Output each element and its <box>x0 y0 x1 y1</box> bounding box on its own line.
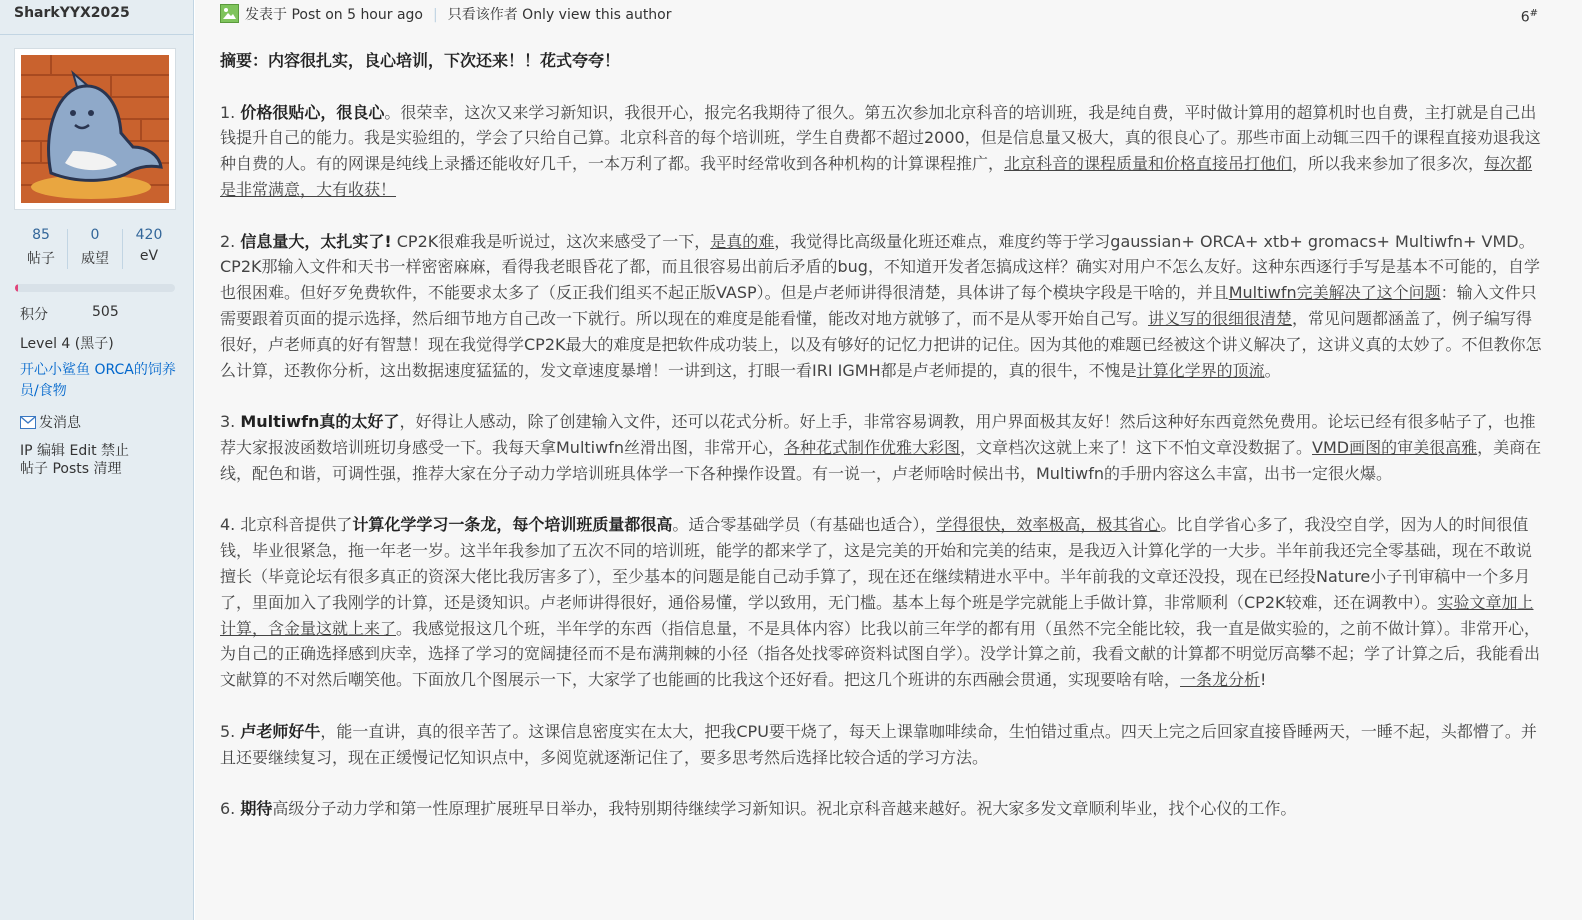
floor-number[interactable] <box>1521 8 1538 26</box>
paragraph-1 <box>220 100 1545 203</box>
user-level: Level 4 (黑子) <box>20 336 114 352</box>
author-username[interactable]: SharkYYX2025 <box>14 5 130 21</box>
paragraph-heading: 卢老师好牛 <box>240 721 321 741</box>
stat-reputation-value: 0 <box>90 227 100 243</box>
underlined-text: 一条龙分析 <box>1180 670 1261 690</box>
avatar[interactable] <box>14 48 176 210</box>
stat-ev-value: 420 <box>135 227 163 243</box>
admin-actions-line1[interactable]: IP 编辑 Edit 禁止 <box>20 443 130 459</box>
paragraph-text: 高级分子动力学和第一性原理扩展班早日举办，我特别期待继续学习新知识。祝北京科音越来越好。祝大家多发文章顺利毕业，找个心仪的工作。 <box>272 799 1297 819</box>
paragraph-text: 北京科音提供了 <box>240 515 353 535</box>
paragraph-text: ，我觉得比高级量化班还难点，难度约等于学习gaussian+ ORCA+ xtb+ gromacs+ Multiwfn+ VMD。CP2K那输入文件和天书一样密密麻麻，看得我老眼昏花了都，而且很容易出前后矛盾的bug，不知道开发者怎搞成这样？确实对用户不怎么友好。这种东西逐行手写是基本不可能的，自学也很困难。但好歹免费软件，不能要求太多了（反正我们组买不起正版VASP）。但是卢老师讲得很清楚，具体讲了每个模块字段是干啥的，并且 <box>220 231 1540 303</box>
paragraph-number: 1. <box>220 102 241 122</box>
paragraph-number: 2. <box>220 231 241 251</box>
paragraph-text: ，好得让人感动，除了创建输入文件，还可以花式分析。好上手，非常容易调教，用户界面极其友好！然后这种好东西竟然免费用。论坛已经有很多帖子了，也推荐大家报波函数培训班切身感受一下。我每天拿Multiwfn丝滑出图，非常开心， <box>220 412 1536 457</box>
stat-reputation-label: 威望 <box>81 251 109 267</box>
paragraph-number: 5. <box>220 721 241 741</box>
stat-ev-label: eV <box>139 248 159 264</box>
user-group-link[interactable]: 开心小鲨鱼 ORCA的饲养员/食物 <box>20 362 176 399</box>
envelope-icon <box>20 416 36 433</box>
paragraph-text: 。 <box>1264 360 1281 380</box>
paragraph-text: ，常见问题都涵盖了，例子编写得很好，卢老师真的好有智慧！现在我觉得学CP2K最大的难度是把软件成功装上，以及有够好的记忆力把讲的记住。因为其他的难题已经被这个讲义解决了，这讲义真的太妙了。不但教你怎么计算，还教你分析，这出数据速度猛猛的，发文章速度暴增！一讲到这，打眼一看IRI IGMH都是卢老师提的，真的很牛，不愧是 <box>220 308 1542 380</box>
paragraph-text: 。适合零基础学员（有基础也适合）， <box>672 515 937 535</box>
underlined-text: VMD画图的审美很高雅 <box>1312 437 1478 457</box>
underlined-text: 每次都是非常满意，大有收获！ <box>220 154 1533 199</box>
paragraph-heading: 信息量大，太扎实了! <box>240 231 392 251</box>
paragraph-3 <box>220 409 1545 486</box>
stat-reputation[interactable] <box>68 227 122 268</box>
shark-avatar-image <box>21 55 169 203</box>
floor-number-value: 6 <box>1520 9 1530 26</box>
paragraph-6 <box>220 796 1545 822</box>
admin-actions <box>20 442 129 478</box>
paragraph-heading: Multiwfn真的太好了 <box>240 412 400 432</box>
stat-ev[interactable] <box>122 227 176 264</box>
paragraph-text: ，所以我来参加了很多次， <box>1292 154 1485 174</box>
underlined-text: 是真的难 <box>710 231 775 251</box>
stat-posts-label: 帖子 <box>27 251 55 267</box>
underlined-text: 学得很快，效率极高，极其省心 <box>936 515 1161 535</box>
paragraph-text: ，能一直讲，真的很辛苦了。这课信息密度实在太大，把我CPU要干烧了，每天上课靠咖啡续命，生怕错过重点。四天上完之后回家直接昏睡两天，一睡不起，头都懵了。并且还要继续复习，现在正缓慢记忆知识点中，多阅览就逐渐记住了，要多思考然后选择比较合适的学习方法。 <box>220 721 1537 767</box>
info-separator: | <box>433 7 438 23</box>
author-sidebar <box>0 0 194 920</box>
points-value: 505 <box>92 304 119 320</box>
paragraph-2 <box>220 229 1545 384</box>
paragraph-5 <box>220 719 1545 771</box>
post-content <box>220 48 1545 848</box>
paragraph-text: CP2K很难我是听说过，这次来感受了一下， <box>391 231 711 251</box>
paragraph-4 <box>220 512 1545 693</box>
underlined-text: 各种花式制作优雅大彩图 <box>783 437 960 457</box>
underlined-text: 实验文章加上计算，含金量这就上来了 <box>220 592 1534 638</box>
paragraph-number: 6. <box>220 799 241 819</box>
paragraph-text: ! <box>1260 670 1267 690</box>
paragraph-text: 。很荣幸，这次又来学习新知识，我很开心，报完名我期待了很久。第五次参加北京科音的培训班，我是纯自费，平时做计算用的超算机时也自费，主打就是自己出钱提升自己的能力。我是实验组的，学会了只给自己算。北京科音的每个培训班，学生自费都不超过2000，但是信息量又极大，真的很良心了。那些市面上动辄三四千的课程直接劝退我这种自费的人。有的网课是纯线上录播还能收好几千，一本万利了都。我平时经常收到各种机构的计算课程推广， <box>220 102 1541 174</box>
underlined-text: 讲义写的很细很清楚 <box>1148 308 1293 328</box>
underlined-text: 计算化学界的顶流 <box>1136 360 1265 380</box>
post-time: 发表于 Post on 5 hour ago <box>245 7 423 23</box>
floor-mark: # <box>1529 8 1538 19</box>
level-progress-bar <box>15 284 175 292</box>
send-message-label: 发消息 <box>39 415 81 431</box>
points-label: 积分 <box>20 307 48 323</box>
paragraph-text: ，文章档次这就上来了！这下不怕文章没数据了。 <box>960 437 1313 457</box>
only-view-author-link[interactable]: 只看该作者 Only view this author <box>447 7 672 23</box>
post-summary <box>220 48 1545 74</box>
underlined-text: Multiwfn完美解决了这个问题 <box>1228 283 1441 303</box>
level-progress-fill <box>15 284 18 292</box>
divider <box>0 34 194 35</box>
paragraph-heading: 价格很贴心，很良心 <box>240 102 385 122</box>
paragraph-number: 3. <box>220 412 241 432</box>
paragraph-number: 4. <box>220 515 241 535</box>
post-main <box>195 0 1582 920</box>
post-info-bar <box>220 4 672 27</box>
paragraph-heading: 期待 <box>240 799 273 819</box>
points-row <box>20 304 119 324</box>
paragraph-text: 。我感觉报这几个班，半年学的东西（指信息量，不是具体内容）比我以前三年学的都有用（虽然不完全能比较，我一直是做实验的，之前不做计算）。非常开心，为自己的正确选择感到庆幸，选择了学习的宽阔捷径而不是布满荆棘的小径（指各处找零碎资料试图自学）。没学计算之前，我看文献的计算都不明觉厉高攀不起；学了计算之后，我能看出文献算的不对然后嘲笑他。下面放几个图展示一下，大家学了也能画的比我这个还好看。把这几个班讲的东西融会贯通，实现要啥有啥， <box>220 618 1541 690</box>
author-stats <box>14 227 176 275</box>
stat-posts[interactable] <box>14 227 68 268</box>
summary-text: 摘要：内容很扎实，良心培训，下次还来！！花式夸夸！ <box>220 51 621 70</box>
admin-actions-line2[interactable]: 帖子 Posts 清理 <box>20 461 122 477</box>
online-status-icon <box>220 4 239 27</box>
paragraph-text: ，美商在线，配色和谐，可调性强，推荐大家在分子动力学培训班具体学一下各种操作设置。有一说一，卢老师啥时候出书，Multiwfn的手册内容这么丰富，出书一定很火爆。 <box>220 437 1542 483</box>
paragraph-text: 。比自学省心多了，我没空自学，因为人的时间很值钱，毕业很紧急，拖一年老一岁。这半年我参加了五次不同的培训班，能学的都来学了，这是完美的开始和完美的结束，是我迈入计算化学的一大步。半年前我还完全零基础，现在不敢说擅长（毕竟论坛有很多真正的资深大佬比我厉害多了），至少基本的问题是能自己动手算了，现在还在继续精进水平中。半年前我的文章还没投，现在已经投Nature小子刊审稿中一个多月了，里面加入了我刚学的计算，还是烫知识。卢老师讲得很好，通俗易懂，学以致用，无门槛。基本上每个班是学完就能上手做计算，非常顺利（CP2K较难，还在调教中）。 <box>220 515 1533 612</box>
paragraph-text: ：输入文件只需要跟着页面的提示选择，然后细节地方自己改一下就行。所以现在的难度是能看懂，能改对地方就够了，而不是从零开始自己写。 <box>220 283 1537 328</box>
send-message-button[interactable] <box>20 412 81 433</box>
underlined-text: 北京科音的课程质量和价格直接吊打他们 <box>1004 154 1293 174</box>
paragraph-heading: 计算化学学习一条龙，每个培训班质量都很高 <box>352 515 673 535</box>
stat-posts-value: 85 <box>32 227 50 243</box>
